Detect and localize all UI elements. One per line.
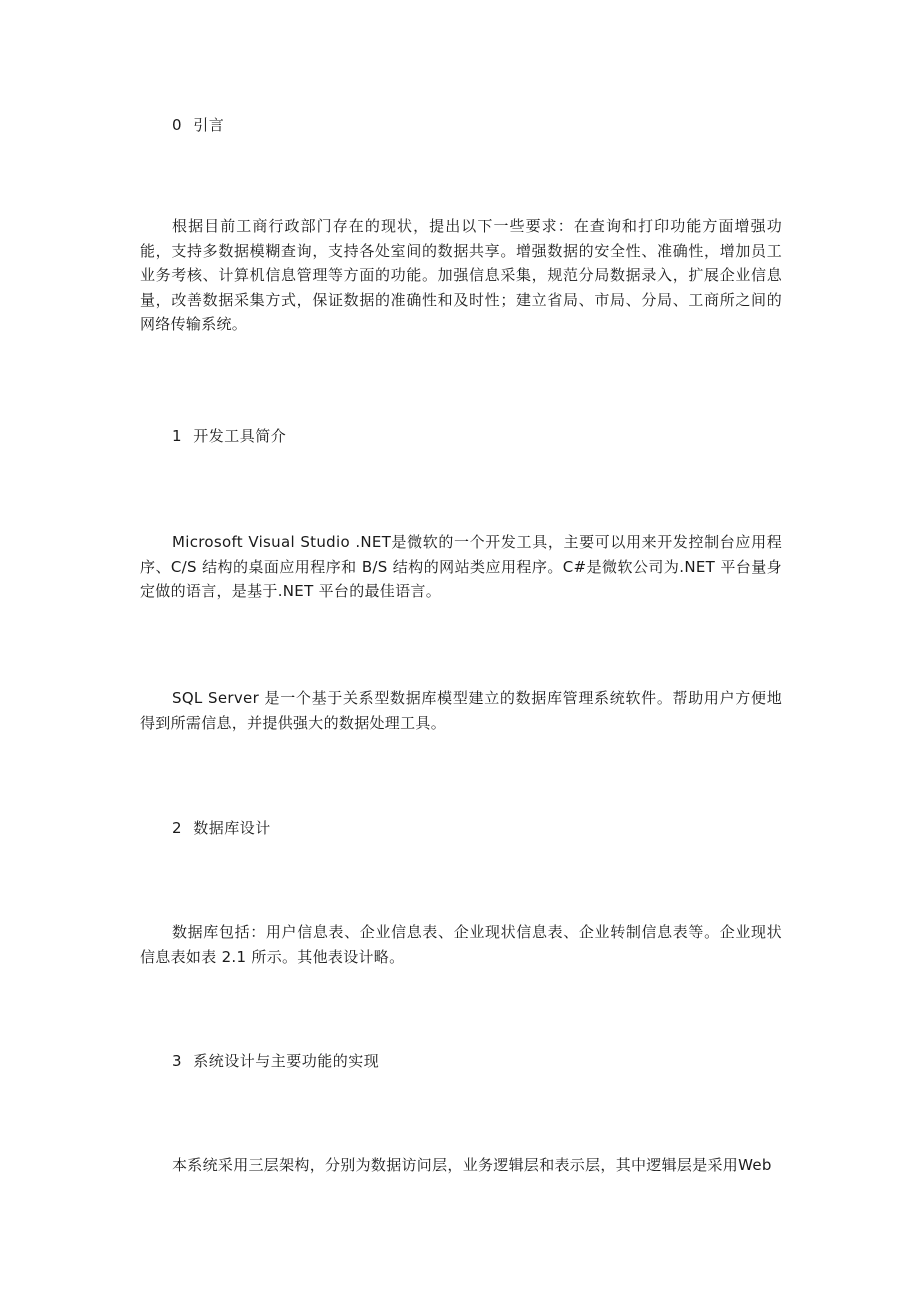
section-heading-database-design — [172, 817, 271, 839]
section-title: 引言 — [193, 116, 225, 134]
section-title: 系统设计与主要功能的实现 — [193, 1052, 380, 1070]
section-number: 0 — [172, 116, 183, 134]
section-title: 数据库设计 — [193, 819, 271, 837]
section-heading-system-design — [172, 1050, 379, 1072]
paragraph-three-tier: 本系统采用三层架构，分别为数据访问层，业务逻辑层和表示层，其中逻辑层是采用Web — [172, 1156, 772, 1174]
paragraph-database-tables: 数据库包括：用户信息表、企业信息表、企业现状信息表、企业转制信息表等。企业现状信息表如表 2.1 所示。其他表设计略。 — [140, 923, 782, 966]
paragraph-visual-studio: Microsoft Visual Studio .NET是微软的一个开发工具，主要可以用来开发控制台应用程序、C/S 结构的桌面应用程序和 B/S 结构的网站类应用程序。C#是微软公司为.NET 平台量身定做的语言，是基于.NET 平台的最佳语言。 — [140, 533, 782, 601]
section-title: 开发工具简介 — [193, 427, 287, 445]
paragraph-sql-server: SQL Server 是一个基于关系型数据库模型建立的数据库管理系统软件。帮助用户方便地得到所需信息，并提供强大的数据处理工具。 — [140, 689, 782, 732]
section-heading-intro — [172, 114, 224, 136]
section-number: 1 — [172, 427, 183, 445]
section-heading-dev-tools — [172, 425, 286, 447]
section-number: 3 — [172, 1052, 183, 1070]
section-number: 2 — [172, 819, 183, 837]
paragraph-intro: 根据目前工商行政部门存在的现状，提出以下一些要求：在查询和打印功能方面增强功能，支持多数据模糊查询，支持各处室间的数据共享。增强数据的安全性、准确性，增加员工业务考核、计算机信息管理等方面的功能。加强信息采集，规范分局数据录入，扩展企业信息量，改善数据采集方式，保证数据的准确性和及时性；建立省局、市局、分局、工商所之间的网络传输系统。 — [140, 217, 782, 334]
